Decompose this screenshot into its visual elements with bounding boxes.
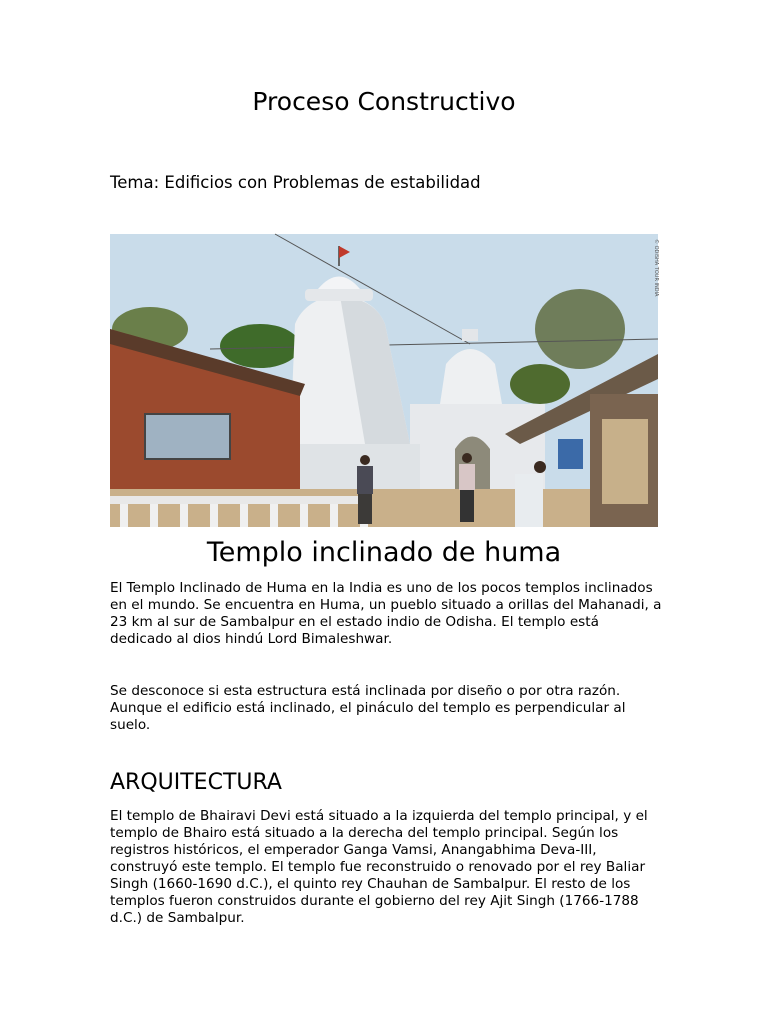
tree-right-low xyxy=(510,364,570,404)
temple-photo-illustration xyxy=(110,234,658,527)
paragraph-architecture: El templo de Bhairavi Devi está situado a la izquierda del templo principal, y el templo de Bhairo está situado a la derecha del templo principal. Según los registros históricos, el emperador Ganga Vamsi, Anangabhima Deva-III, construyó este templo. El templo fue reconstruido o renovado por el rey Baliar Singh (1660-1690 d.C.), el quinto rey Chauhan de Sambalpur. El resto de los templos fueron construidos durante el gobierno del rey Ajit Singh (1766-1788 d.C.) de Sambalpur. xyxy=(110,808,648,926)
temple-amalaka xyxy=(305,289,373,301)
tree-mid xyxy=(220,324,300,368)
paragraph-inclination: Se desconoce si esta estructura está inclinada por diseño o por otra razón. Aunque el edificio está inclinado, el pináculo del templo es perpendicular al suelo. xyxy=(110,683,626,733)
heading-arquitectura: ARQUITECTURA xyxy=(110,770,282,795)
ground xyxy=(110,489,658,527)
photo-watermark: © ODISHA TOUR INDIA xyxy=(653,239,659,297)
section-title: Templo inclinado de huma xyxy=(206,537,562,568)
stall-sign xyxy=(558,439,583,469)
railing-posts xyxy=(120,504,368,527)
paragraph-intro: El Templo Inclinado de Huma en la India es uno de los pocos templos inclinados en el mundo. Se encuentra en Huma, un pueblo situado a orillas del Mahanadi, a 23 km al sur de Sambalpur en el estado indio de Odisha. El templo está dedicado al dios hindú Lord Bimaleshwar. xyxy=(110,580,662,647)
secondary-temple-top xyxy=(462,329,478,341)
tree-right xyxy=(535,289,625,369)
railing-top xyxy=(110,496,370,504)
page-title: Proceso Constructivo xyxy=(252,87,516,116)
topic-line: Tema: Edificios con Problemas de estabilidad xyxy=(110,173,481,192)
shop-stall-goods xyxy=(602,419,648,504)
temple-photo xyxy=(110,234,658,527)
brick-building-window xyxy=(145,414,230,459)
